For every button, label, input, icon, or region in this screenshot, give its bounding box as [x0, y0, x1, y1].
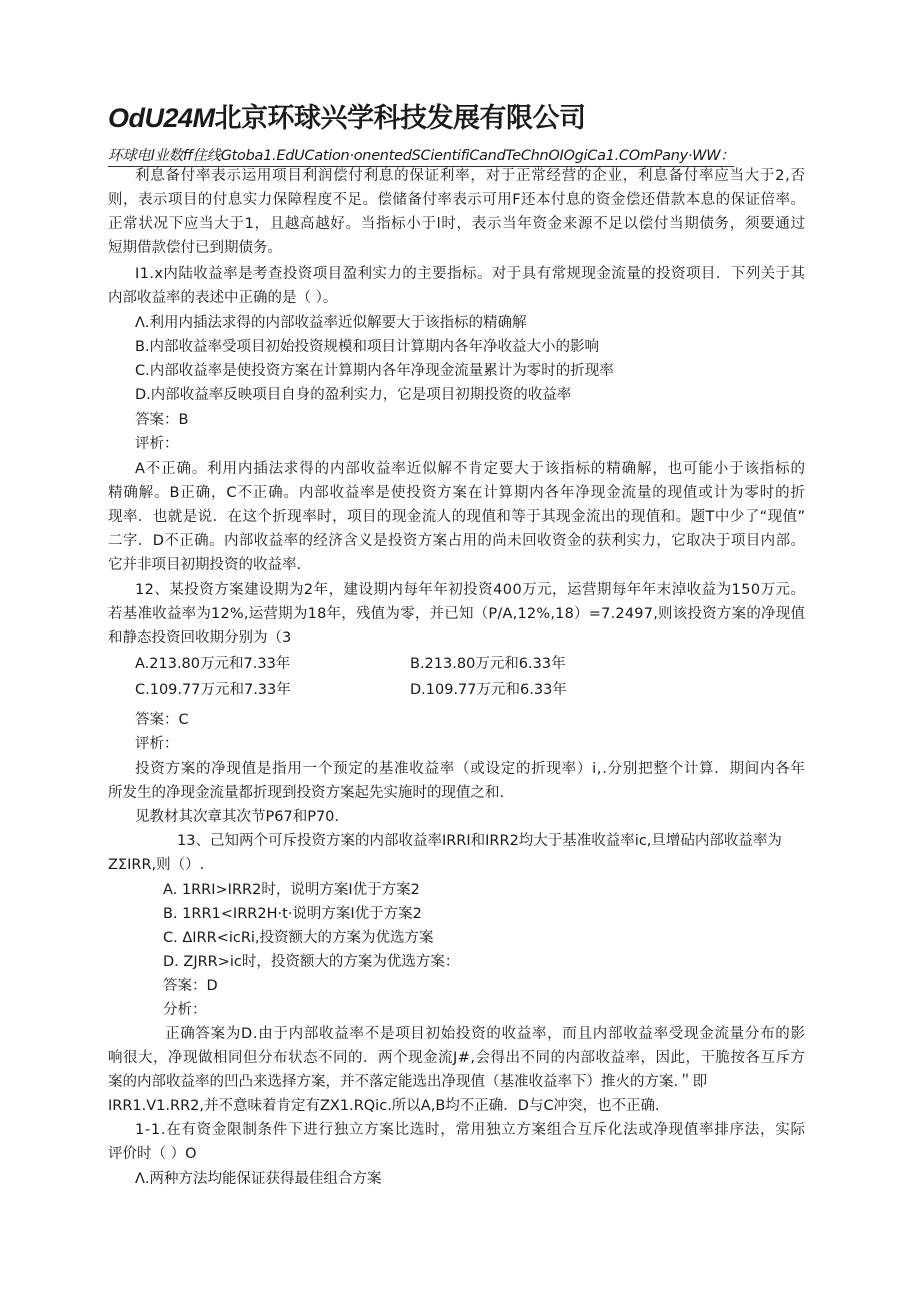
question-11-analysis: 二字．D不正确。内部收益率的经济含义是投资方案占用的尚未回收资金的获利实力，它取决于项目内部。	[108, 533, 806, 549]
question-11-analysis: 它并非项目初期投资的收益率.	[108, 557, 302, 573]
question-13-stem: ZΣIRR,则（）.	[108, 857, 205, 873]
text-line: 则，表示项目的付息实力保障程度不足。偿储备付率表示可用F还本付息的资金偿还借款本息的保证倍率。	[108, 192, 806, 208]
question-13-analysis: 响很大，净现做相同但分布状态不同的．两个现金流J#,会得出不同的内部收益率，因此，干脆按各互斥方	[108, 1050, 806, 1066]
question-12-analysis-label: 评析：	[135, 736, 179, 752]
question-13-analysis: 正确答案为D.由于内部收益率不是项目初始投资的收益率，而且内部收益率受现金流量分布的影	[165, 1026, 806, 1042]
text-line: 短期借款偿付已到期债务。	[108, 240, 282, 256]
question-11-stem: I1.x内陆收益率是考查投资项目盈利实力的主要指标。对于具有常规现金流量的投资项目．下列关于其	[135, 266, 806, 282]
company-title	[108, 96, 586, 135]
question-12-answer: 答案：C	[135, 712, 189, 728]
question-12-analysis: 所发生的净现金流量都折现到投资方案起先实施时的现值之和.	[108, 785, 505, 801]
question-12-stem: 若基准收益率为12%,运营期为18年，残值为零，并已知（P/A,12%,18）=7.2497,则该投资方案的净现值	[108, 606, 806, 622]
question-11-analysis: 现率．也就是说．在这个折现率时，项目的现金流人的现值和等于其现金流出的现值和。题T中少了“现值”	[108, 509, 806, 525]
company-subtitle: 环球电l业数ff住线Gtoba1.EdUCation·onentedSCientifiCandTeChnOIOgiCa1.COmPany·WW：	[108, 144, 734, 165]
question-13-option-d: D. ZJRR>ic时，投资额大的方案为优选方案：	[163, 954, 460, 970]
question-11-option-d: D.内部收益率反映项目自身的盈利实力，它是项目初期投资的收益率	[135, 387, 572, 403]
text-line: 利息备付率表示运用项目利润偿付利息的保证利率，对于正常经营的企业，利息备付率应当大于2,否	[135, 168, 806, 184]
question-12-option-b: B.213.80万元和6.33年	[410, 656, 566, 672]
question-13-analysis: 案的内部收益率的凹凸来选择方案，并不落定能选出净现值（基准收益率下）推火的方案.＂即	[108, 1074, 708, 1090]
question-13-analysis: IRR1.V1.RR2,并不意味着肯定有ZX1.RQic.所以A,B均不正确．D与C冲突，也不正确.	[108, 1098, 660, 1114]
question-11-analysis-label: 评析：	[135, 436, 179, 452]
company-name: 北京环球兴学科技发展有限公司	[214, 103, 586, 134]
company-logo-text: OdU24M	[108, 103, 215, 133]
question-12-option-d: D.109.77万元和6.33年	[410, 682, 567, 698]
question-11-stem: 内部收益率的表述中正确的是（ ）。	[108, 290, 338, 306]
question-11-analysis: 精确解。B正确，C不正确。内部收益率是使投资方案在计算期内各年净现金流量的现值或计为零时的折	[108, 485, 806, 501]
question-12-analysis: 投资方案的净现值是指用一个预定的基准收益率（或设定的折现率）i,.分别把整个计算．期间内各年	[135, 761, 806, 777]
question-14-stem: 1-1.在有资金限制条件下进行独立方案比选时，常用独立方案组合互斥化法或净现值率排序法，实际	[135, 1122, 806, 1138]
question-14-stem: 评价时（ ）O	[108, 1146, 197, 1162]
question-12-stem: 12、某投资方案建设期为2年，建设期内每年年初投资400万元，运营期每年年末淖收益为150万元。	[135, 582, 806, 598]
question-14-option-a: Λ.两种方法均能保证获得最佳组合方案	[135, 1171, 382, 1187]
question-13-option-b: B. 1RR1<IRR2H·t·说明方案I优于方案2	[163, 906, 422, 922]
question-12-option-c: C.109.77万元和7.33年	[135, 682, 291, 698]
question-11-option-c: C.内部收益率是使投资方案在计算期内各年净现金流量累计为零时的折现率	[135, 363, 614, 379]
question-13-analysis-label: 分析：	[163, 1002, 207, 1018]
text-line: 正常状况下应当大于1，且越高越好。当指标小于l时，表示当年资金来源不足以偿付当期债务，须要通过	[108, 216, 806, 232]
question-13-option-a: A. 1RRI>IRR2时，说明方案I优于方案2	[163, 882, 420, 898]
question-13-option-c: C. ΔIRR<icRi,投资额大的方案为优选方案	[163, 930, 434, 946]
question-13-answer: 答案：D	[163, 978, 218, 994]
question-12-reference: 见教材其次章其次节P67和P70.	[135, 809, 339, 825]
question-11-answer: 答案：B	[135, 412, 189, 428]
question-13-stem: 13、己知两个可斥投资方案的内部收益率IRRI和IRR2均大于基准收益率ic,旦增砧内部收益率为	[177, 833, 782, 849]
question-11-option-a: Λ.利用内插法求得的内部收益率近似解要大于该指标的精确解	[135, 315, 527, 331]
question-12-stem: 和静态投资回收期分别为（3	[108, 630, 292, 646]
question-12-option-a: A.213.80万元和7.33年	[135, 656, 291, 672]
question-11-analysis: A不正确。利用内插法求得的内部收益率近似解不肯定要大于该指标的精确解，也可能小于该指标的	[135, 461, 806, 477]
question-11-option-b: B.内部收益率受项目初始投资规模和项目计算期内各年净收益大小的影响	[135, 339, 600, 355]
